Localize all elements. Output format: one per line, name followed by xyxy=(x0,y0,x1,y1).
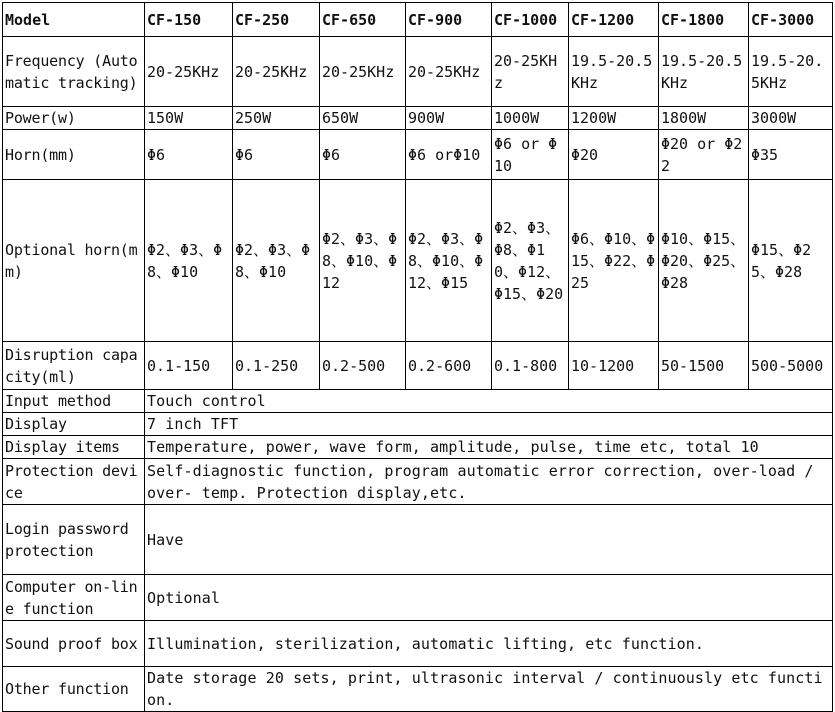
row-label: Sound proof box xyxy=(3,621,145,667)
spec-table xyxy=(2,2,833,712)
cell: 50-1500 xyxy=(659,342,749,390)
row-other-function xyxy=(3,667,833,712)
cell: 1800W xyxy=(659,107,749,130)
cell: Φ2、Φ3、Φ8、Φ10、Φ12、Φ15、Φ20 xyxy=(492,180,569,342)
cell: 0.2-500 xyxy=(320,342,406,390)
cell: 20-25KHz xyxy=(145,37,233,107)
cell: Φ2、Φ3、Φ8、Φ10 xyxy=(145,180,233,342)
cell: 250W xyxy=(233,107,320,130)
header-cf-1800: CF-1800 xyxy=(659,3,749,37)
row-value: Date storage 20 sets, print, ultrasonic interval / continuously etc function. xyxy=(145,667,833,712)
cell: 1200W xyxy=(569,107,659,130)
cell: Φ6 xyxy=(233,130,320,180)
row-value: Optional xyxy=(145,575,833,621)
row-value: Have xyxy=(145,505,833,575)
row-display xyxy=(3,413,833,436)
cell: 900W xyxy=(406,107,492,130)
cell: 0.2-600 xyxy=(406,342,492,390)
cell: 1000W xyxy=(492,107,569,130)
row-label: Display items xyxy=(3,436,145,459)
cell: 0.1-150 xyxy=(145,342,233,390)
header-cf-250: CF-250 xyxy=(233,3,320,37)
row-label: Protection device xyxy=(3,459,145,505)
row-label: Display xyxy=(3,413,145,436)
cell: Φ6 or Φ10 xyxy=(492,130,569,180)
row-display-items xyxy=(3,436,833,459)
row-label: Input method xyxy=(3,390,145,413)
row-label: Power(w) xyxy=(3,107,145,130)
cell: 20-25KHz xyxy=(233,37,320,107)
cell: 19.5-20.5KHz xyxy=(659,37,749,107)
cell: 20-25KHz xyxy=(492,37,569,107)
cell: 10-1200 xyxy=(569,342,659,390)
cell: 19.5-20.5KHz xyxy=(749,37,833,107)
cell: 650W xyxy=(320,107,406,130)
cell: Φ35 xyxy=(749,130,833,180)
cell: Φ20 or Φ22 xyxy=(659,130,749,180)
header-cf-1200: CF-1200 xyxy=(569,3,659,37)
header-row xyxy=(3,3,833,37)
cell: Φ6 xyxy=(145,130,233,180)
row-power xyxy=(3,107,833,130)
row-protection-device xyxy=(3,459,833,505)
row-frequency xyxy=(3,37,833,107)
cell: Φ6 xyxy=(320,130,406,180)
row-optional-horn xyxy=(3,180,833,342)
row-input-method xyxy=(3,390,833,413)
row-label: Optional horn(mm) xyxy=(3,180,145,342)
cell: 20-25KHz xyxy=(406,37,492,107)
header-cf-150: CF-150 xyxy=(145,3,233,37)
row-value: Touch control xyxy=(145,390,833,413)
cell: 500-5000 xyxy=(749,342,833,390)
cell: 150W xyxy=(145,107,233,130)
cell: 3000W xyxy=(749,107,833,130)
row-login-password xyxy=(3,505,833,575)
cell: Φ6 orΦ10 xyxy=(406,130,492,180)
row-value: 7 inch TFT xyxy=(145,413,833,436)
row-value: Temperature, power, wave form, amplitude, pulse, time etc, total 10 xyxy=(145,436,833,459)
cell: 19.5-20.5KHz xyxy=(569,37,659,107)
row-value: Illumination, sterilization, automatic lifting, etc function. xyxy=(145,621,833,667)
cell: Φ2、Φ3、Φ8、Φ10、Φ12 xyxy=(320,180,406,342)
row-disruption-capacity xyxy=(3,342,833,390)
row-value: Self-diagnostic function, program automatic error correction, over-load / over- temp. Protection display,etc. xyxy=(145,459,833,505)
header-cf-650: CF-650 xyxy=(320,3,406,37)
cell: Φ2、Φ3、Φ8、Φ10、Φ12、Φ15 xyxy=(406,180,492,342)
cell: Φ10、Φ15、Φ20、Φ25、Φ28 xyxy=(659,180,749,342)
cell: 0.1-250 xyxy=(233,342,320,390)
row-label: Login password protection xyxy=(3,505,145,575)
header-model: Model xyxy=(3,3,145,37)
row-computer-online xyxy=(3,575,833,621)
cell: Φ15、Φ25、Φ28 xyxy=(749,180,833,342)
header-cf-900: CF-900 xyxy=(406,3,492,37)
header-cf-1000: CF-1000 xyxy=(492,3,569,37)
row-label: Frequency (Automatic tracking) xyxy=(3,37,145,107)
row-label: Disruption capacity(ml) xyxy=(3,342,145,390)
cell: Φ2、Φ3、Φ8、Φ10 xyxy=(233,180,320,342)
row-label: Other function xyxy=(3,667,145,712)
cell: Φ6、Φ10、Φ15、Φ22、Φ25 xyxy=(569,180,659,342)
row-sound-proof-box xyxy=(3,621,833,667)
cell: 20-25KHz xyxy=(320,37,406,107)
header-cf-3000: CF-3000 xyxy=(749,3,833,37)
row-horn xyxy=(3,130,833,180)
row-label: Computer on-line function xyxy=(3,575,145,621)
row-label: Horn(mm) xyxy=(3,130,145,180)
cell: 0.1-800 xyxy=(492,342,569,390)
cell: Φ20 xyxy=(569,130,659,180)
